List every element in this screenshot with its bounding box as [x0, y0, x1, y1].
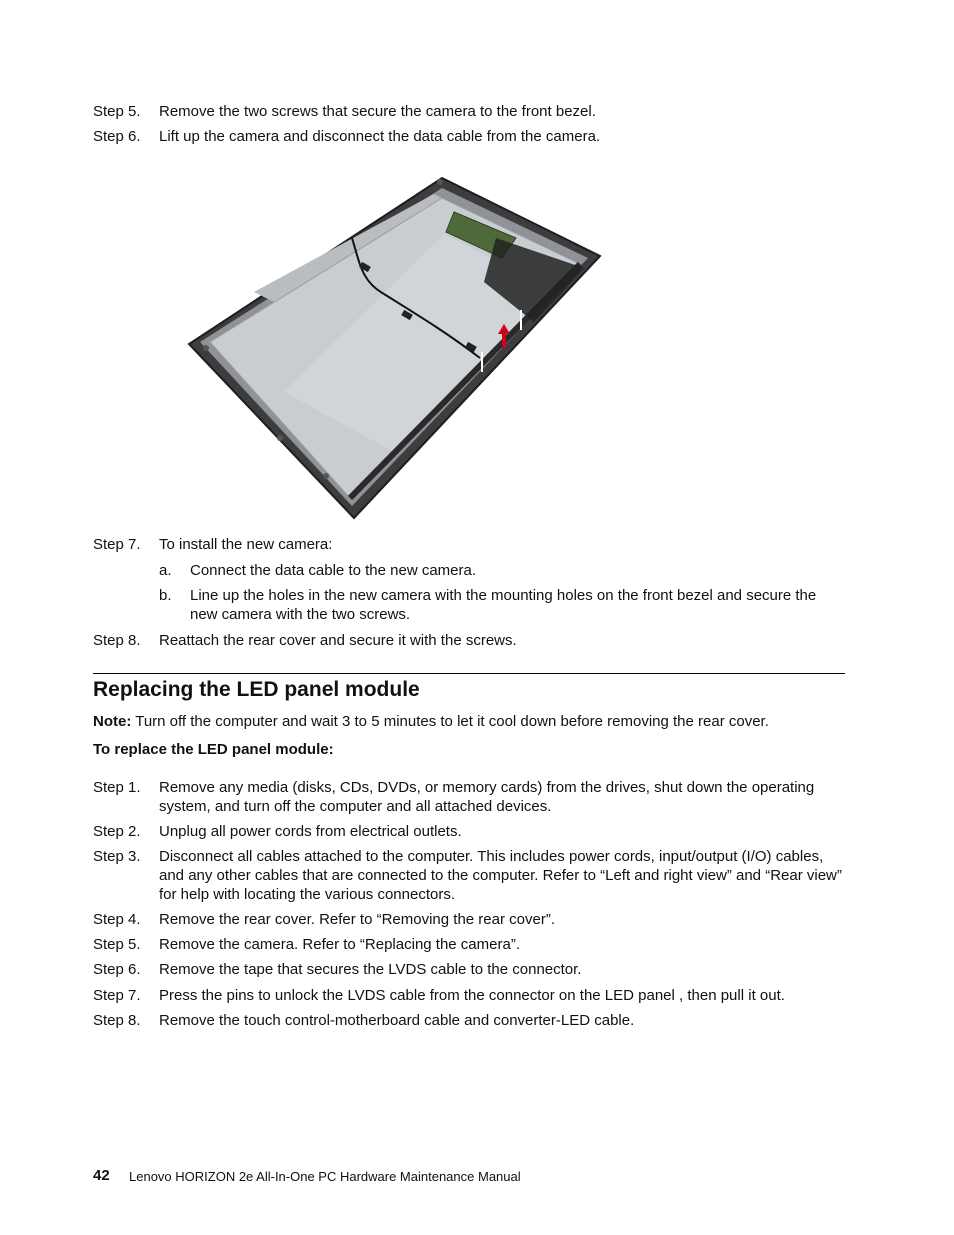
manual-title: Lenovo HORIZON 2e All-In-One PC Hardware Maintenance Manual — [129, 1169, 521, 1184]
step-text: Reattach the rear cover and secure it with the screws. — [159, 632, 517, 649]
step-text: Remove the tape that secures the LVDS cable to the connector. — [159, 961, 582, 978]
section-heading: Replacing the LED panel module — [93, 678, 420, 701]
substep-label: a. — [159, 562, 172, 579]
note — [93, 712, 845, 731]
step-label: Step 7. — [93, 987, 141, 1004]
step-label: Step 3. — [93, 848, 141, 865]
step-text: Press the pins to unlock the LVDS cable from the connector on the LED panel , then pull it out. — [159, 987, 785, 1004]
step-label: Step 5. — [93, 936, 141, 953]
step-text: Remove the two screws that secure the camera to the front bezel. — [159, 103, 596, 120]
step-text: Disconnect all cables attached to the computer. This includes power cords, input/output (I/O) cables, and any other cables that are connected to the computer. Refer to “Left and right view” and “Rear view” for help with locating the various connectors. — [159, 848, 842, 903]
step-text: Lift up the camera and disconnect the data cable from the camera. — [159, 128, 601, 145]
step-label: Step 8. — [93, 1012, 141, 1029]
page-number: 42 — [93, 1167, 110, 1184]
step-text: Unplug all power cords from electrical outlets. — [159, 823, 462, 840]
note-label: Note: — [93, 713, 132, 730]
step-text: Remove the touch control-motherboard cable and converter-LED cable. — [159, 1012, 635, 1029]
step-label: Step 7. — [93, 536, 141, 553]
substep-label: b. — [159, 587, 172, 604]
note-text: Turn off the computer and wait 3 to 5 minutes to let it cool down before removing the rear cover. — [131, 713, 769, 730]
step-label: Step 6. — [93, 128, 141, 145]
step-label: Step 1. — [93, 779, 141, 796]
procedure-title: To replace the LED panel module: — [93, 741, 334, 758]
step-text: Remove any media (disks, CDs, DVDs, or memory cards) from the drives, shut down the operating system, and turn off the computer and all attached devices. — [159, 779, 815, 815]
step-text: Remove the rear cover. Refer to “Removing the rear cover”. — [159, 911, 555, 928]
step-label: Step 6. — [93, 961, 141, 978]
step-label: Step 8. — [93, 632, 141, 649]
substep-text: Line up the holes in the new camera with the mounting holes on the front bezel and secure the new camera with the two screws. — [190, 587, 817, 623]
camera-removal-figure — [184, 172, 604, 522]
step-label: Step 5. — [93, 103, 141, 120]
step-text: Remove the camera. Refer to “Replacing the camera”. — [159, 936, 520, 953]
step-label: Step 4. — [93, 911, 141, 928]
section-divider — [93, 673, 845, 674]
led-panel-icon — [189, 178, 600, 518]
step-text: To install the new camera: — [159, 536, 333, 553]
step-label: Step 2. — [93, 823, 141, 840]
substep-text: Connect the data cable to the new camera. — [190, 562, 477, 579]
